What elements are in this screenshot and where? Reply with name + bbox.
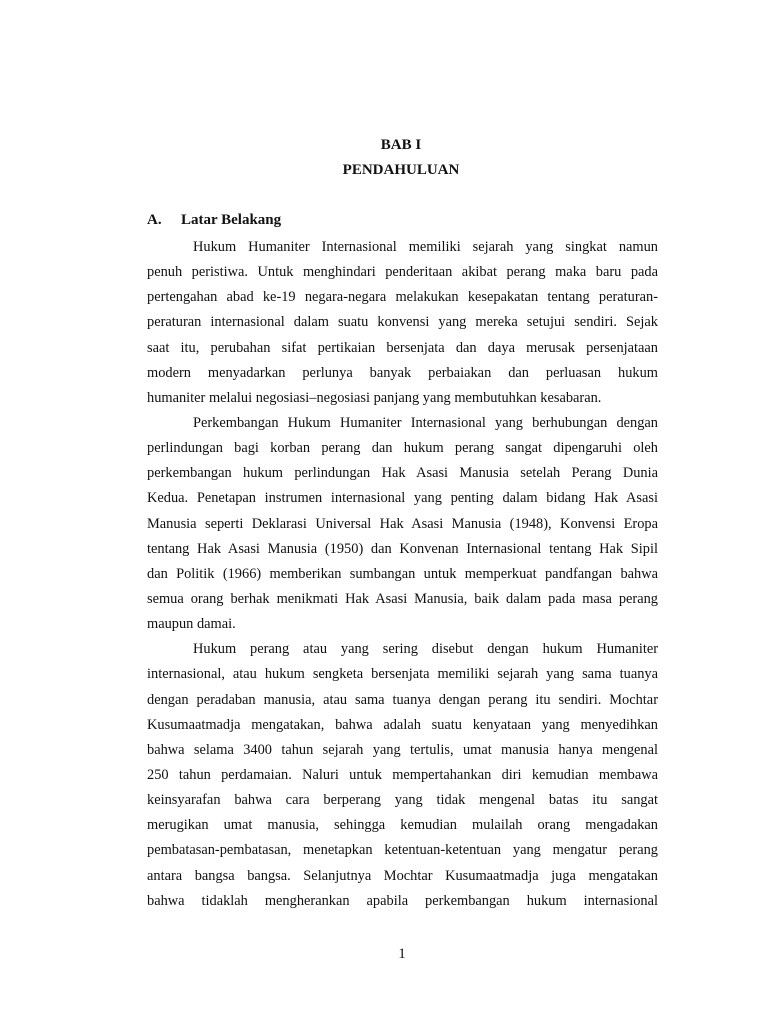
text-line: antara bangsa bangsa. Selanjutnya Mochtar Kusumaatmadja juga mengatakan <box>147 867 658 884</box>
section-letter: A. <box>147 212 162 228</box>
text-line: Manusia seperti Deklarasi Universal Hak Asasi Manusia (1948), Konvensi Eropa <box>147 515 658 532</box>
chapter-title: PENDAHULUAN <box>342 162 460 178</box>
text-line: saat itu, perubahan sifat pertikaian bersenjata dan daya merusak persenjataan <box>147 339 658 356</box>
text-line: 250 tahun perdamaian. Naluri untuk mempertahankan diri kemudian membawa <box>147 766 658 783</box>
text-line: perkembangan hukum perlindungan Hak Asasi Manusia setelah Perang Dunia <box>147 465 658 482</box>
section-title: Latar Belakang <box>181 212 282 228</box>
text-line: merugikan umat manusia, sehingga kemudian mulailah orang mengadakan <box>147 817 658 834</box>
text-line: humaniter melalui negosiasi–negosiasi panjang yang membutuhkan kesabaran. <box>147 389 602 406</box>
text-line: dengan peradaban manusia, atau sama tuanya dengan perang itu sendiri. Mochtar <box>147 691 658 708</box>
text-line: Hukum Humaniter Internasional memiliki sejarah yang singkat namun <box>193 239 658 255</box>
text-line: keinsyarafan bahwa cara berperang yang tidak mengenal batas itu sangat <box>147 792 658 809</box>
text-line: dan Politik (1966) memberikan sumbangan untuk memperkuat pandfangan bahwa <box>147 565 658 582</box>
text-line: tentang Hak Asasi Manusia (1950) dan Konvenan Internasional tentang Hak Sipil <box>147 540 658 557</box>
section-heading <box>147 212 281 229</box>
text-line: Kusumaatmadja mengatakan, bahwa adalah suatu kenyataan yang menyedihkan <box>147 716 658 733</box>
text-line: semua orang berhak menikmati Hak Asasi Manusia, baik dalam pada masa perang <box>147 590 658 607</box>
text-line: modern menyadarkan perlunya banyak perbaiakan dan perluasan hukum <box>147 364 658 381</box>
text-line: pembatasan-pembatasan, menetapkan ketentuan-ketentuan yang mengatur perang <box>147 842 658 859</box>
page-number: 1 <box>398 946 406 962</box>
text-line: Kedua. Penetapan instrumen internasional yang penting dalam bidang Hak Asasi <box>147 490 658 507</box>
chapter-number: BAB I <box>380 137 422 153</box>
text-line: maupun damai. <box>147 616 236 633</box>
text-line: perlindungan bagi korban perang dan hukum perang sangat dipengaruhi oleh <box>147 440 658 457</box>
text-line: Hukum perang atau yang sering disebut dengan hukum Humaniter <box>193 641 658 658</box>
text-line: bahwa selama 3400 tahun sejarah yang tertulis, umat manusia hanya mengenal <box>147 741 658 758</box>
text-line: peraturan internasional dalam suatu konvensi yang mereka setujui sendiri. Sejak <box>147 314 658 331</box>
text-line: Perkembangan Hukum Humaniter Internasional yang berhubungan dengan <box>193 414 658 431</box>
text-line: internasional, atau hukum sengketa bersenjata memiliki sejarah yang sama tuanya <box>147 666 658 683</box>
text-line: penuh peristiwa. Untuk menghindari penderitaan akibat perang maka baru pada <box>147 264 658 281</box>
text-line: bahwa tidaklah mengherankan apabila perkembangan hukum internasional <box>147 892 658 909</box>
body-text <box>147 235 658 914</box>
text-line: pertengahan abad ke-19 negara-negara melakukan kesepakatan tentang peraturan- <box>147 289 658 306</box>
